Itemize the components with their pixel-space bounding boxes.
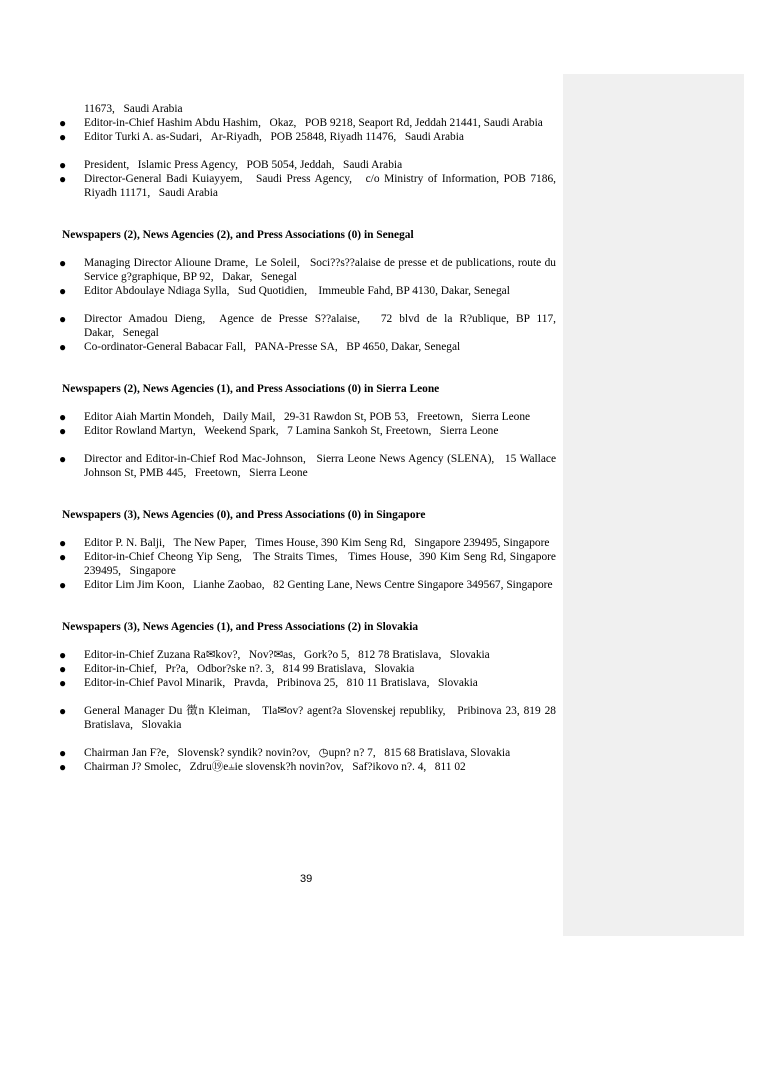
document-body — [62, 102, 556, 774]
sierra-leone-newspapers-list — [62, 410, 556, 438]
list-item: ● President, Islamic Press Agency, POB 5054, Jeddah, Saudi Arabia — [62, 158, 556, 172]
saudi-agencies-list — [62, 158, 556, 200]
list-item: ● Editor-in-Chief, Pr?a, Odbor?ske n?. 3, 814 99 Bratislava, Slovakia — [62, 662, 556, 676]
section-heading-slovakia: Newspapers (3), News Agencies (1), and Press Associations (2) in Slovakia — [62, 621, 419, 633]
continuation-line: 11673, Saudi Arabia — [84, 103, 183, 115]
list-item: ● Director-General Badi Kuiayyem, Saudi Press Agency, c/o Ministry of Information, POB 7186, Riyadh 11171, Saudi Arabia — [62, 172, 556, 200]
section-heading-sierra-leone: Newspapers (2), News Agencies (1), and Press Associations (0) in Sierra Leone — [62, 383, 440, 395]
sierra-leone-agencies-list — [62, 452, 556, 480]
slovakia-associations-list — [62, 746, 556, 774]
comment-pane — [563, 74, 744, 936]
page-number: 39 — [300, 873, 313, 885]
list-item: ● Chairman J? Smolec, Zdru⑲e⫨ie slovensk?h novin?ov, Saf?ikovo n?. 4, 811 02 — [62, 760, 556, 774]
list-item: ● Chairman Jan F?e, Slovensk? syndik? novin?ov, ◷upn? n? 7, 815 68 Bratislava, Slovakia — [62, 746, 556, 760]
list-item: ● General Manager Du 徴n Kleiman, Tla✉ov? agent?a Slovenskej republiky, Pribinova 23, 819 28 Bratislava, Slovakia — [62, 704, 556, 732]
senegal-agencies-list — [62, 312, 556, 354]
slovakia-agencies-list — [62, 704, 556, 732]
list-item: ● Editor-in-Chief Pavol Minarik, Pravda, Pribinova 25, 810 11 Bratislava, Slovakia — [62, 676, 556, 690]
list-item: ● Editor-in-Chief Hashim Abdu Hashim, Okaz, POB 9218, Seaport Rd, Jeddah 21441, Saudi Arabia — [62, 116, 556, 130]
list-item: ● Director and Editor-in-Chief Rod Mac-Johnson, Sierra Leone News Agency (SLENA), 15 Wallace Johnson St, PMB 445, Freetown, Sierra Leone — [62, 452, 556, 480]
section-heading-senegal: Newspapers (2), News Agencies (2), and Press Associations (0) in Senegal — [62, 229, 414, 241]
list-item: ● Editor Aiah Martin Mondeh, Daily Mail, 29-31 Rawdon St, POB 53, Freetown, Sierra Leone — [62, 410, 556, 424]
list-item: ● Editor P. N. Balji, The New Paper, Times House, 390 Kim Seng Rd, Singapore 239495, Singapore — [62, 536, 556, 550]
senegal-newspapers-list — [62, 256, 556, 298]
saudi-newspapers-list — [62, 116, 556, 144]
list-item: ● Editor Lim Jim Koon, Lianhe Zaobao, 82 Genting Lane, News Centre Singapore 349567, Singapore — [62, 578, 556, 592]
section-heading-singapore: Newspapers (3), News Agencies (0), and Press Associations (0) in Singapore — [62, 509, 426, 521]
list-item: ● Co-ordinator-General Babacar Fall, PANA-Presse SA, BP 4650, Dakar, Senegal — [62, 340, 556, 354]
list-item: ● Editor Rowland Martyn, Weekend Spark, 7 Lamina Sankoh St, Freetown, Sierra Leone — [62, 424, 556, 438]
singapore-newspapers-list — [62, 536, 556, 592]
list-item: ● Editor-in-Chief Cheong Yip Seng, The Straits Times, Times House, 390 Kim Seng Rd, Singapore 239495, Singapore — [62, 550, 556, 578]
list-item: ● Director Amadou Dieng, Agence de Presse S??alaise, 72 blvd de la R?ublique, BP 117, Dakar, Senegal — [62, 312, 556, 340]
list-item: ● Managing Director Alioune Drame, Le Soleil, Soci??s??alaise de presse et de publications, route du Service g?graphique, BP 92, Dakar, Senegal — [62, 256, 556, 284]
slovakia-newspapers-list — [62, 648, 556, 690]
list-item: ● Editor-in-Chief Zuzana Ra✉kov?, Nov?✉as, Gork?o 5, 812 78 Bratislava, Slovakia — [62, 648, 556, 662]
list-item: ● Editor Turki A. as-Sudari, Ar-Riyadh, POB 25848, Riyadh 11476, Saudi Arabia — [62, 130, 556, 144]
list-item: ● Editor Abdoulaye Ndiaga Sylla, Sud Quotidien, Immeuble Fahd, BP 4130, Dakar, Senegal — [62, 284, 556, 298]
